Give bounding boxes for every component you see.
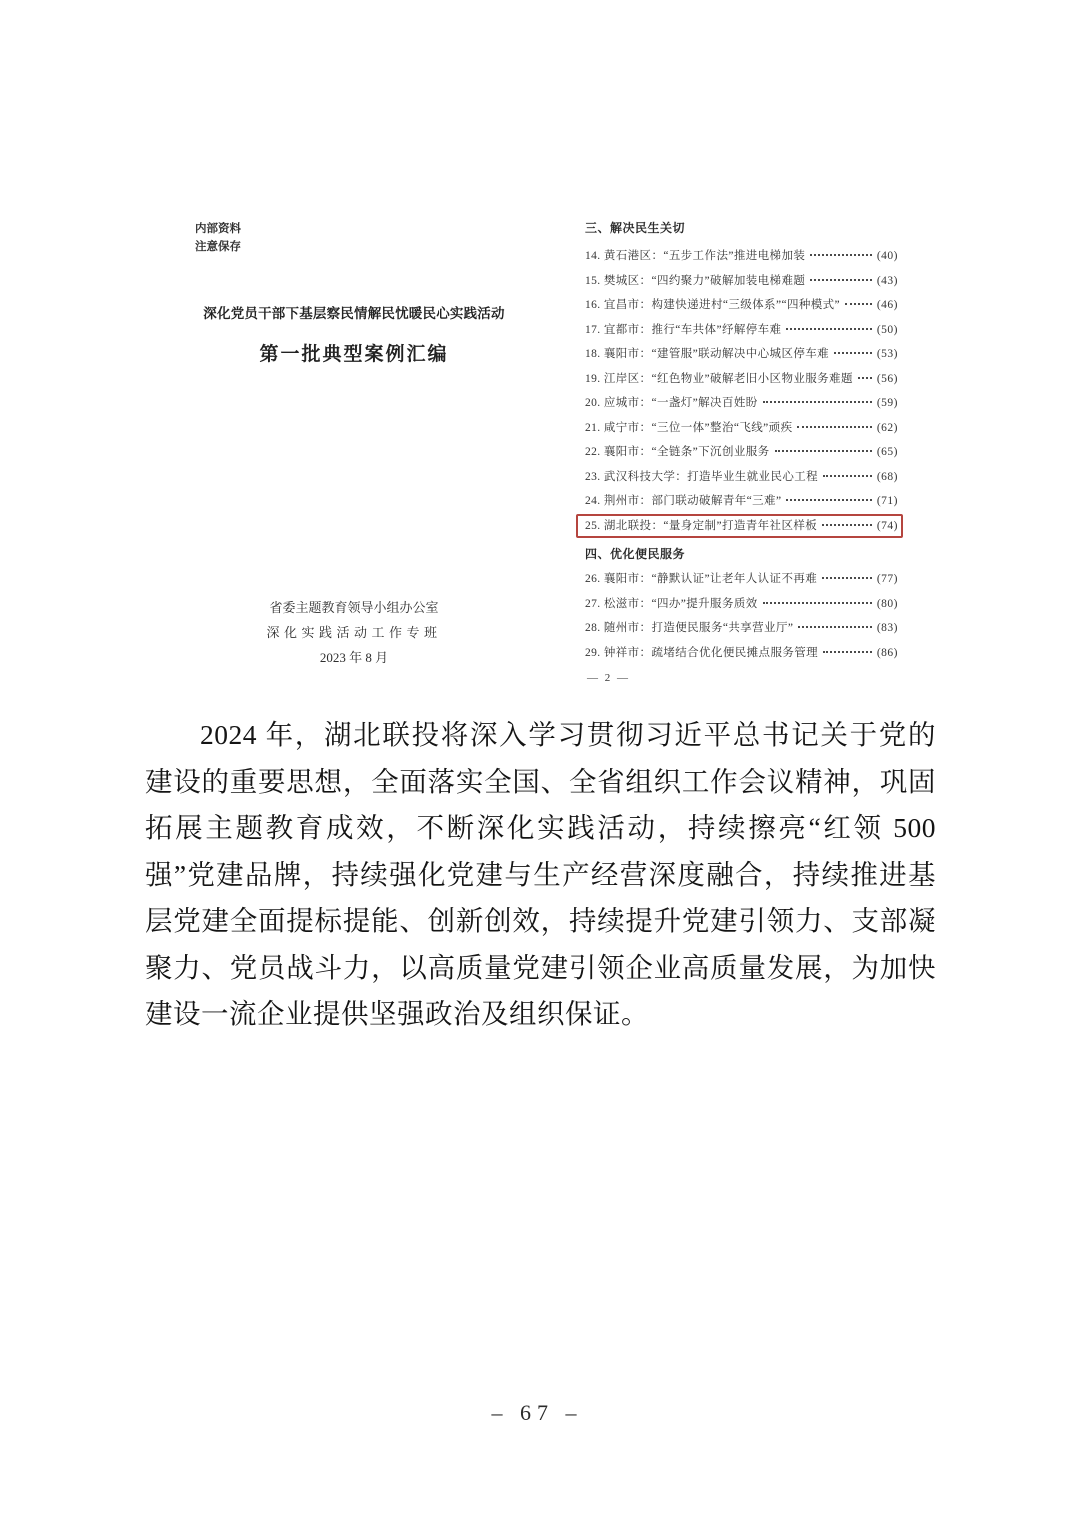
toc-item-label: 27. 松滋市：“四办”提升服务质效 [585, 597, 758, 610]
toc-item-16 [585, 300, 898, 312]
toc-item-18 [585, 349, 898, 361]
toc-item-page: (86) [876, 646, 898, 659]
cover-notice-line-1: 内部资料 [195, 223, 241, 235]
toc-thumbnail [585, 219, 898, 684]
body-paragraph: 2024 年，湖北联投将深入学习贯彻习近平总书记关于党的建设的重要思想，全面落实全国、全省组织工作会议精神，巩固拓展主题教育成效，不断深化实践活动，持续擦亮“红领 500 强”党建品牌，持续强化党建与生产经营深度融合，持续推进基层党建全面提标提能、创新创效，持续提升党建引领力、支部凝聚力、党员战斗力，以高质量党建引领企业高质量发展，为加快建设一流企业提供坚强政治及组织保证。 [145, 719, 936, 1029]
cover-page-thumbnail [195, 220, 513, 670]
toc-item-15 [585, 276, 898, 288]
dot-leader [763, 401, 872, 403]
dot-leader [822, 524, 872, 526]
toc-item-label: 21. 咸宁市：“三位一体”整治“飞线”顽疾 [585, 421, 793, 434]
toc-item-label: 20. 应城市：“一盏灯”解决百姓盼 [585, 397, 758, 409]
toc-item-25-highlighted [585, 521, 898, 533]
dot-leader [797, 426, 871, 428]
toc-item-page: (65) [876, 446, 898, 458]
toc-item-page: (46) [876, 299, 898, 311]
toc-item-14 [585, 251, 898, 263]
toc-item-label: 23. 武汉科技大学：打造毕业生就业民心工程 [585, 470, 819, 483]
dot-leader [810, 279, 872, 281]
dot-leader [834, 352, 872, 354]
toc-item-page: (56) [876, 372, 898, 385]
toc-section-heading-3: 三、解决民生关切 [585, 221, 686, 235]
toc-page-number: — 2 — [587, 672, 630, 684]
toc-item-label: 28. 随州市：打造便民服务“共享营业厅” [585, 622, 794, 634]
dot-leader [810, 254, 872, 256]
toc-item-page: (71) [876, 495, 898, 507]
toc-item-28 [585, 623, 898, 635]
toc-section-heading-4: 四、优化便民服务 [585, 547, 686, 561]
toc-item-label: 29. 钟祥市：疏堵结合优化便民摊点服务管理 [585, 646, 819, 659]
toc-item-page: (68) [876, 470, 898, 483]
toc-item-page: (77) [876, 573, 898, 585]
toc-item-22 [585, 447, 898, 459]
toc-item-page: (83) [876, 622, 898, 634]
toc-item-page: (53) [876, 348, 898, 360]
toc-item-17 [585, 325, 898, 337]
toc-item-label: 17. 宜都市：推行“车共体”纾解停车难 [585, 323, 782, 336]
toc-item-page: (59) [876, 397, 898, 409]
toc-item-label: 26. 襄阳市：“静默认证”让老年人认证不再难 [585, 573, 818, 585]
toc-item-label: 14. 黄石港区：“五步工作法”推进电梯加装 [585, 250, 806, 262]
toc-item-label: 22. 襄阳市：“全链条”下沉创业服务 [585, 446, 770, 458]
toc-item-27 [585, 599, 898, 611]
toc-item-20 [585, 398, 898, 410]
dot-leader [786, 328, 871, 330]
dot-leader [823, 651, 872, 653]
toc-item-24 [585, 496, 898, 508]
dot-leader [858, 377, 872, 379]
dot-leader [775, 450, 872, 452]
toc-item-label: 18. 襄阳市：“建管服”联动解决中心城区停车难 [585, 348, 830, 360]
cover-notice-line-2: 注意保存 [195, 241, 241, 253]
dot-leader [822, 577, 872, 579]
cover-issuer-line-1: 省委主题教育领导小组办公室 [269, 600, 439, 615]
cover-issuer-block [195, 595, 513, 670]
dot-leader [823, 475, 872, 477]
cover-issuer-line-2: 深化实践活动工作专班 [266, 625, 442, 640]
cover-title-line-2: 第一批典型案例汇编 [259, 344, 449, 365]
toc-item-19 [585, 374, 898, 386]
cover-notice [195, 220, 513, 256]
toc-item-page: (40) [876, 250, 898, 262]
cover-date: 2023 年 8 月 [319, 650, 389, 665]
toc-item-26 [585, 574, 898, 586]
toc-item-label: 19. 江岸区：“红色物业”破解老旧小区物业服务难题 [585, 372, 853, 385]
toc-item-page: (50) [876, 323, 898, 336]
dot-leader [845, 303, 872, 305]
toc-item-29 [585, 648, 898, 660]
toc-item-23 [585, 472, 898, 484]
toc-item-page: (43) [876, 274, 898, 287]
page-number-footer: – 67 – [491, 1400, 583, 1425]
toc-item-page: (62) [876, 421, 898, 434]
cover-title-line-1: 深化党员干部下基层察民情解民忧暖民心实践活动 [203, 306, 505, 321]
toc-item-page: (80) [876, 597, 898, 610]
toc-item-label: 25. 湖北联投：“量身定制”打造青年社区样板 [585, 519, 818, 532]
toc-item-page: (74) [876, 519, 898, 532]
toc-item-label: 16. 宜昌市：构建快递进村“三级体系”“四种模式” [585, 299, 841, 311]
dot-leader [763, 602, 872, 604]
toc-item-21 [585, 423, 898, 435]
dot-leader [786, 499, 871, 501]
toc-item-label: 24. 荆州市：部门联动破解青年“三难” [585, 495, 782, 507]
dot-leader [798, 626, 871, 628]
toc-item-label: 15. 樊城区：“四约聚力”破解加装电梯难题 [585, 274, 806, 287]
